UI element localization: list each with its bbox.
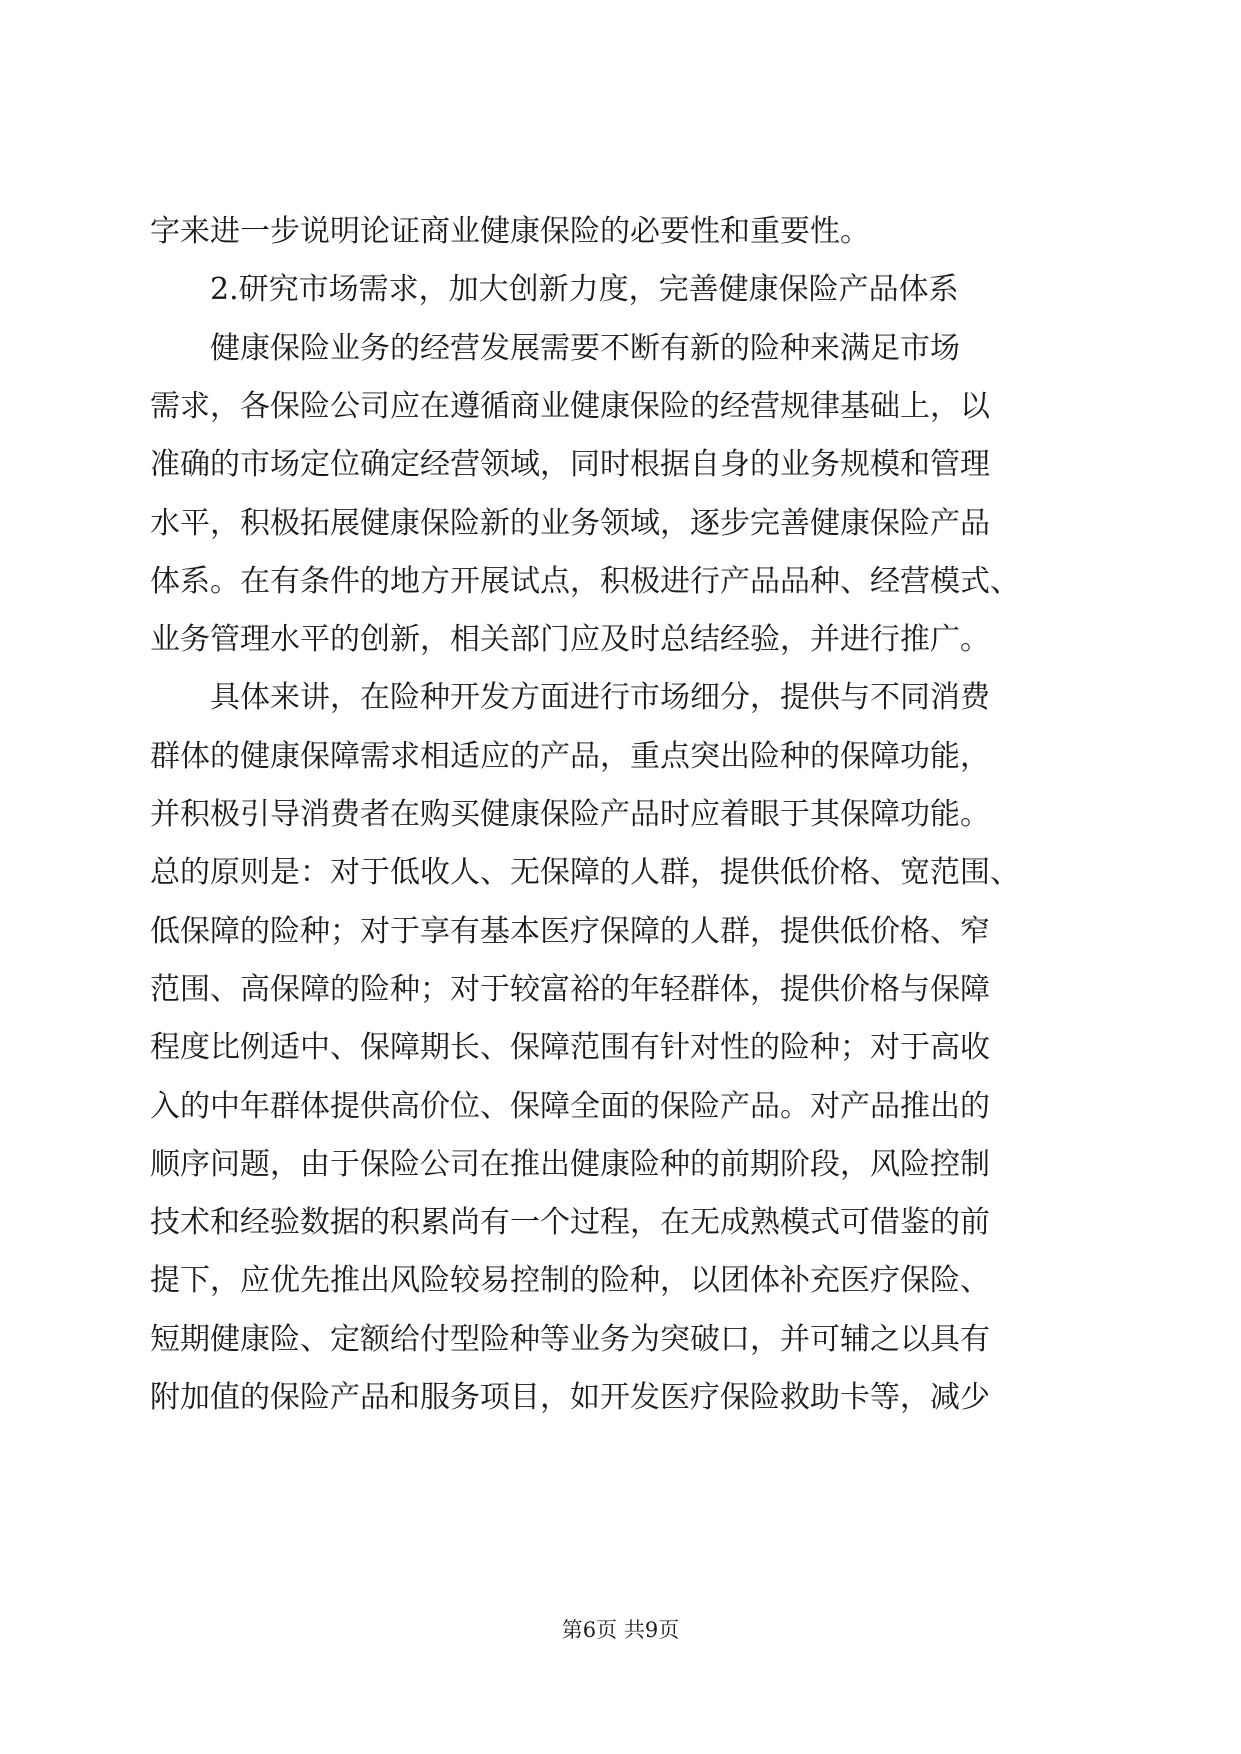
text-line: 业务管理水平的创新，相关部门应及时总结经验，并进行推广。 bbox=[150, 622, 990, 657]
text-line: 短期健康险、定额给付型险种等业务为突破口，并可辅之以具有 bbox=[150, 1322, 990, 1357]
text-line: 群体的健康保障需求相适应的产品，重点突出险种的保障功能， bbox=[150, 739, 990, 774]
text-line: 入的中年群体提供高价位、保障全面的保险产品。对产品推出的 bbox=[150, 1089, 990, 1124]
text-line: 技术和经验数据的积累尚有一个过程，在无成熟模式可借鉴的前 bbox=[150, 1205, 990, 1240]
text-line: 水平，积极拓展健康保险新的业务领域，逐步完善健康保险产品 bbox=[150, 506, 990, 541]
text-line: 程度比例适中、保障期长、保障范围有针对性的险种；对于高收 bbox=[150, 1030, 990, 1065]
text-line: 总的原则是：对于低收人、无保障的人群，提供低价格、宽范围、 bbox=[150, 855, 1020, 890]
text-line: 顺序问题，由于保险公司在推出健康险种的前期阶段，风险控制 bbox=[150, 1147, 990, 1182]
text-line: 准确的市场定位确定经营领域，同时根据自身的业务规模和管理 bbox=[150, 447, 990, 482]
section-heading: 2.研究市场需求，加大创新力度，完善健康保险产品体系 bbox=[210, 272, 959, 307]
text-line: 并积极引导消费者在购买健康保险产品时应着眼于其保障功能。 bbox=[150, 797, 990, 832]
text-line: 提下，应优先推出风险较易控制的险种，以团体补充医疗保险、 bbox=[150, 1263, 990, 1298]
text-line: 体系。在有条件的地方开展试点，积极进行产品品种、经营模式、 bbox=[150, 564, 1020, 599]
text-line: 范围、高保障的险种；对于较富裕的年轻群体，提供价格与保障 bbox=[150, 972, 990, 1007]
text-line: 需求，各保险公司应在遵循商业健康保险的经营规律基础上，以 bbox=[150, 389, 990, 424]
page-footer: 第6页 共9页 bbox=[561, 1618, 680, 1642]
text-line: 附加值的保险产品和服务项目，如开发医疗保险救助卡等，减少 bbox=[150, 1380, 990, 1415]
text-line: 字来进一步说明论证商业健康保险的必要性和重要性。 bbox=[150, 214, 870, 249]
text-line: 具体来讲，在险种开发方面进行市场细分，提供与不同消费 bbox=[210, 680, 990, 715]
text-line: 低保障的险种；对于享有基本医疗保障的人群，提供低价格、窄 bbox=[150, 914, 990, 949]
text-line: 健康保险业务的经营发展需要不断有新的险种来满足市场 bbox=[210, 331, 960, 366]
